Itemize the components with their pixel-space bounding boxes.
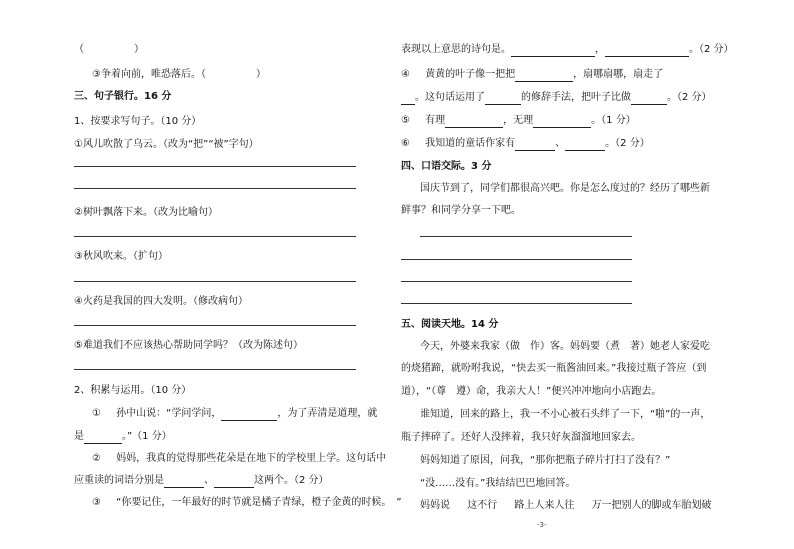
- answer-line[interactable]: [74, 369, 356, 370]
- idiom-item-3: [92, 68, 266, 82]
- reading-para-2: 谁知道，回来的路上，我一不小心被石头绊了一下，“啪”的一声，: [420, 409, 711, 420]
- reading-para-1: 今天，外婆来我家（做 作）客。妈妈要（煮 著）她老人家爱吃: [420, 341, 710, 352]
- fill-blank[interactable]: [164, 477, 204, 488]
- question-1-heading: 1、按要求写句子。（10 分）: [74, 116, 202, 127]
- idiom-text: 争着向前，唯恐落后。（ ）: [100, 69, 266, 80]
- answer-line[interactable]: [74, 236, 356, 237]
- fill-blank[interactable]: [631, 94, 667, 105]
- oral-prompt-line-2: 鲜事？和同学分享一下吧。: [401, 205, 521, 216]
- fill-blank[interactable]: [84, 433, 122, 444]
- reading-para-1: 的烧猪蹄，就吩咐我说，“快去买一瓶酱油回来。”我接过瓶子答应（到: [401, 363, 707, 374]
- item-number: ③: [92, 497, 101, 508]
- answer-line[interactable]: [420, 236, 632, 237]
- section-5-heading: 五、阅读天地。14 分: [401, 319, 499, 330]
- item-number: ②: [92, 453, 101, 464]
- fill-blank[interactable]: [533, 117, 591, 128]
- fill-blank[interactable]: [515, 140, 555, 151]
- fill-blank[interactable]: [565, 140, 605, 151]
- item-number: ⑥: [401, 138, 410, 149]
- accumulation-item-4-cont: 。这句话运用了 的修辞手法，把叶子比做 。（2 分）: [401, 91, 712, 105]
- fill-blank[interactable]: [214, 477, 254, 488]
- answer-line[interactable]: [401, 281, 632, 282]
- accumulation-item-4: ④ 黄黄的叶子像一把把 ，扇哪扇哪，扇走了: [401, 69, 664, 80]
- reading-para-5: 妈妈说 这不行 路上人来人往 万一把别人的脚或车胎划破: [420, 500, 712, 511]
- question-2-heading: 2、积累与运用。（10 分）: [74, 385, 192, 396]
- answer-line[interactable]: [74, 166, 356, 167]
- sentence-task-2: ②树叶飘落下来。（改为比喻句）: [74, 207, 218, 218]
- sentence-task-3: ③秋风吹来。（扩句）: [74, 251, 168, 262]
- accumulation-item-1-cont: 是 。”（1 分）: [74, 431, 172, 442]
- page-number: -3-: [537, 521, 547, 529]
- reading-para-1: 道），“（尊 遵）命，我亲大人！”便兴冲冲地向小店跑去。: [401, 386, 662, 397]
- sentence-task-4: ④火药是我国的四大发明。（修改病句）: [74, 296, 248, 307]
- reading-para-2: 瓶子摔碎了。还好人没摔着，我只好灰溜溜地回家去。: [401, 432, 641, 443]
- section-3-heading: 三、句子银行。16 分: [74, 91, 172, 102]
- item-number: ③: [92, 69, 101, 80]
- item-number: ④: [401, 69, 410, 80]
- item-number: ⑤: [401, 115, 410, 126]
- answer-line[interactable]: [74, 325, 356, 326]
- answer-line[interactable]: [74, 188, 356, 189]
- reading-para-3: 妈妈知道了原因，问我，“那你把瓶子碎片打扫了没有？”: [420, 455, 671, 466]
- answer-line[interactable]: [401, 259, 632, 260]
- item-number: ①: [92, 408, 101, 419]
- sentence-task-1: ①风儿吹散了乌云。（改为“把”“被”字句）: [74, 139, 259, 150]
- sentence-task-5: ⑤难道我们不应该热心帮助同学吗？（改为陈述句）: [74, 340, 303, 351]
- answer-line[interactable]: [74, 281, 356, 282]
- answer-line[interactable]: [401, 303, 632, 304]
- section-4-heading: 四、口语交际。3 分: [401, 161, 492, 172]
- accumulation-item-2: ② 妈妈，我真的觉得那些花朵是在地下的学校里上学。这句话中: [92, 453, 387, 464]
- oral-prompt-line-1: 国庆节到了，同学们都很高兴吧。你是怎么度过的？经历了哪些新: [420, 183, 710, 194]
- fill-blank[interactable]: [221, 410, 277, 421]
- reading-para-4: “没……没有。”我结结巴巴地回答。: [420, 478, 576, 489]
- poem-question: 表现以上意思的诗句是。 ， 。（2 分）: [401, 44, 734, 55]
- accumulation-item-3: ③ “你要记住，一年最好的时节就是橘子青绿，橙子金黄的时候。 ”: [92, 497, 402, 508]
- fill-blank[interactable]: [511, 46, 595, 57]
- answer-bracket: （ ）: [74, 44, 144, 55]
- fill-blank[interactable]: [485, 94, 521, 105]
- fill-blank[interactable]: [605, 46, 689, 57]
- accumulation-item-1: ① 孙中山说：“学问学问， ，为了弄清是道理，就: [92, 408, 378, 419]
- fill-blank[interactable]: [515, 71, 573, 82]
- fill-blank[interactable]: [401, 94, 415, 105]
- fill-blank[interactable]: [445, 117, 503, 128]
- accumulation-item-6: ⑥ 我知道的童话作家有 、 。（2 分）: [401, 138, 650, 149]
- accumulation-item-5: ⑤ 有理 ，无理 。（1 分）: [401, 115, 636, 126]
- accumulation-item-2-cont: 应重读的词语分别是 、 这两个。（2 分）: [74, 475, 329, 486]
